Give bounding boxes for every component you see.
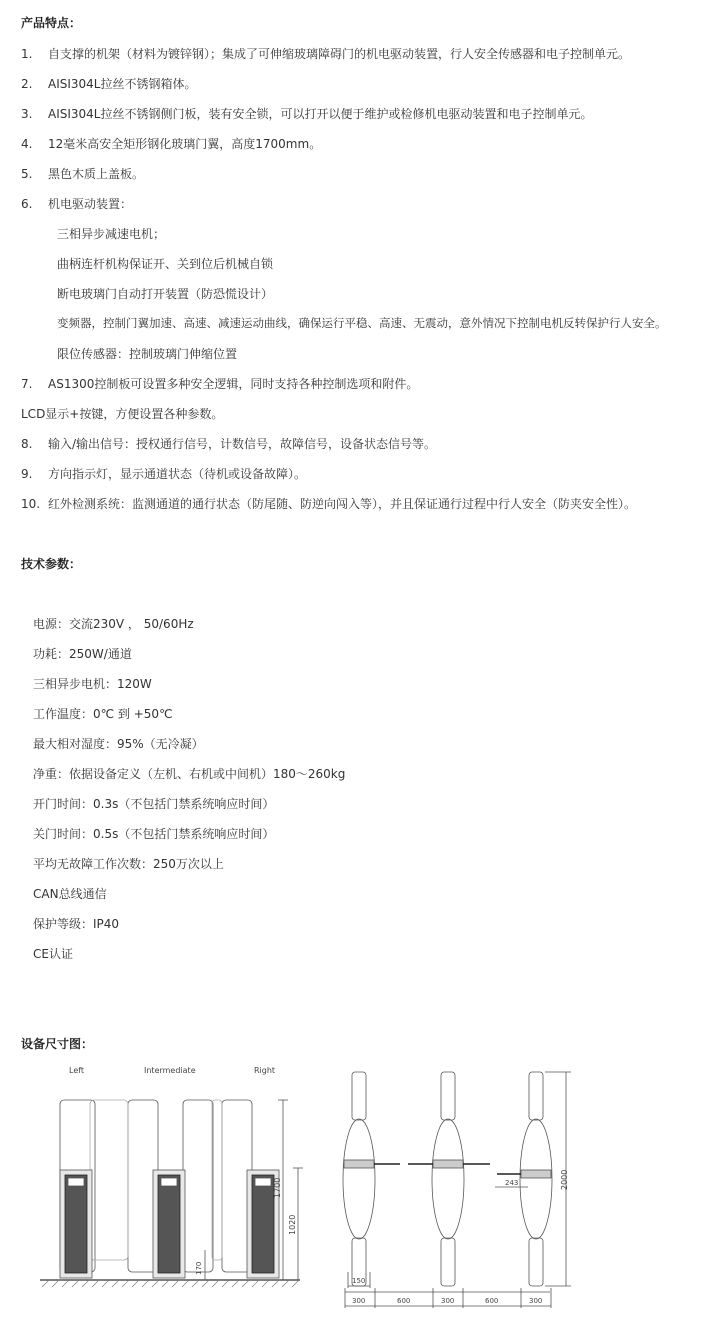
feature-sub-item: 三相异步减速电机； — [57, 227, 166, 241]
feature-sub-item: 断电玻璃门自动打开装置（防恐慌设计） — [57, 287, 274, 301]
spec-item: 开门时间：0.3s（不包括门禁系统响应时间） — [33, 797, 275, 811]
glass-wing-open-left — [90, 1100, 128, 1260]
feature-item-continuation: LCD显示+按键，方便设置各种参数。 — [21, 407, 224, 421]
top-view — [343, 1072, 571, 1308]
feature-item: 10. 红外检测系统：监测通道的通行状态（防尾随、防逆向闯入等），并且保证通行过程中行人安全（防夹安全性）。 — [21, 497, 637, 511]
label-right: Right — [254, 1066, 276, 1075]
label-left: Left — [69, 1066, 85, 1075]
floor-hatch — [42, 1280, 299, 1287]
dim-170: 170 — [195, 1261, 203, 1275]
dim-1020: 1020 — [288, 1214, 297, 1235]
dim-2000: 2000 — [560, 1169, 569, 1190]
dim-300-b: 300 — [441, 1297, 455, 1305]
spec-item: CE认证 — [33, 947, 73, 961]
spec-item: 工作温度：0℃ 到 +50℃ — [33, 707, 173, 721]
feature-item: 4. 12毫米高安全矩形钢化玻璃门翼，高度1700mm。 — [21, 137, 322, 151]
spec-item: 净重：依据设备定义（左机、右机或中间机）180～260kg — [33, 767, 346, 781]
feature-sub-item: 限位传感器：控制玻璃门伸缩位置 — [57, 347, 238, 361]
label-intermediate: Intermediate — [144, 1066, 196, 1075]
feature-item: 9. 方向指示灯，显示通道状态（待机或设备故障）。 — [21, 467, 307, 481]
dim-300-c: 300 — [529, 1297, 543, 1305]
feature-sub-item: 曲柄连杆机构保证开、关到位后机械自锁 — [57, 257, 274, 271]
feature-item: 7. AS1300控制板可设置多种安全逻辑，同时支持各种控制选项和附件。 — [21, 377, 419, 391]
spec-item: 三相异步电机：120W — [33, 677, 152, 691]
spec-item: CAN总线通信 — [33, 887, 107, 901]
features-heading: 产品特点： — [21, 16, 82, 30]
spec-item: 平均无故障工作次数：250万次以上 — [33, 857, 224, 871]
spec-item: 保护等级：IP40 — [33, 917, 120, 931]
dim-600-a: 600 — [397, 1297, 411, 1305]
feature-item: 2. AISI304L拉丝不锈钢箱体。 — [21, 77, 197, 91]
feature-item: 1. 自支撑的机架（材料为镀锌钢）；集成了可伸缩玻璃障碍门的机电驱动装置，行人安全传感器和电子控制单元。 — [21, 47, 631, 61]
feature-item: 5. 黑色木质上盖板。 — [21, 167, 145, 181]
feature-item: 3. AISI304L拉丝不锈钢侧门板，装有安全锁，可以打开以便于维护或检修机电驱动装置和电子控制单元。 — [21, 107, 593, 121]
dimension-drawing — [0, 1050, 709, 1330]
dim-150: 150 — [352, 1277, 366, 1285]
dim-600-b: 600 — [485, 1297, 499, 1305]
dim-300-a: 300 — [352, 1297, 366, 1305]
drawing-heading: 设备尺寸图： — [21, 1037, 94, 1051]
dim-243: 243 — [505, 1179, 519, 1187]
feature-item: 6. 机电驱动装置： — [21, 197, 133, 211]
dim-1700: 1700 — [273, 1177, 282, 1198]
feature-sub-item: 变频器，控制门翼加速、高速、减速运动曲线，确保运行平稳、高速、无震动，意外情况下控制电机反转保护行人安全。 — [57, 316, 667, 330]
spec-item: 电源：交流230V ， 50/60Hz — [33, 617, 194, 631]
glass-wing-mid-right — [183, 1100, 213, 1272]
specs-heading: 技术参数： — [21, 557, 82, 571]
spec-item: 功耗：250W/通道 — [33, 647, 132, 661]
spec-item: 最大相对湿度：95%（无冷凝） — [33, 737, 204, 751]
feature-item: 8. 输入/输出信号：授权通行信号，计数信号，故障信号，设备状态信号等。 — [21, 437, 437, 451]
spec-item: 关门时间：0.5s（不包括门禁系统响应时间） — [33, 827, 275, 841]
